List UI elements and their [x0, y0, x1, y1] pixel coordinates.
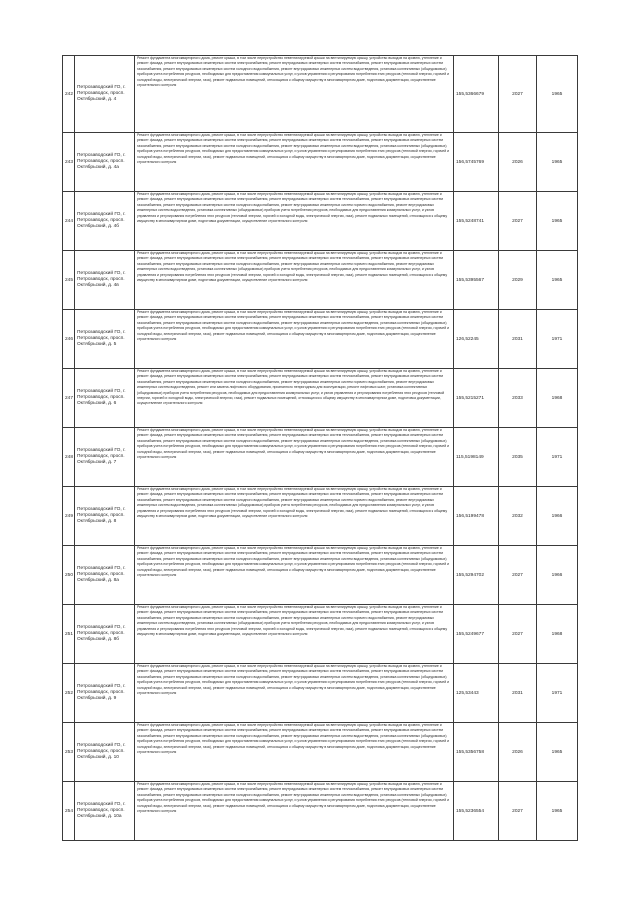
table-row: [63, 310, 578, 369]
address-line: Петрозаводск, просп.: [77, 158, 125, 164]
table-row: [63, 546, 578, 605]
address-line: Петрозаводск, просп.: [77, 748, 125, 754]
address-line: Петрозаводский ГО, г.: [77, 329, 126, 335]
table-row: [63, 723, 578, 782]
address-cell: [75, 369, 135, 428]
cost-value: 125,53443: [454, 664, 499, 723]
address-line: Петрозаводский ГО, г.: [77, 152, 126, 158]
build-year: 1966: [537, 546, 578, 605]
planned-year: 2026: [499, 723, 537, 782]
works-description: Ремонт фундамента многоквартирного дома, ремонт крыши, в том числе переустройство невентилируемой крыши на вентилируемую крышу, устройство выходов на кровлю, утепление и ремонт фасада, ремонт внутридомовых инженерных систем электроснабжения, ремонт внутридомовых инженерных систем теплоснабжения, ремонт внутридомовых инженерных систем газоснабжения, ремонт внутридомовых инженерных систем холодного водоснабжения, ремонт внутридомовых инженерных систем горячего водоснабжения, ремонт внутридомовых инженерных систем водоотведения, установка коллективных (общедомовых) приборов учета потребления ресурсов, необходимых для предоставления коммунальных услуг, и узлов управления и регулирования потребления этих ресурсов (тепловой энергии, горячей и холодной воды, электрической энергии, газа), ремонт подвальных помещений, относящихся к общему имуществу в многоквартирном доме, подготовка документации, осуществление строительного контроля: [135, 605, 454, 664]
address-line: Петрозаводский ГО, г.: [77, 84, 126, 90]
address-line: Петрозаводск, просп.: [77, 394, 125, 400]
row-number: 254: [63, 782, 75, 841]
cost-value: 155,5236554: [454, 782, 499, 841]
table-row: [63, 664, 578, 723]
address-cell: [75, 664, 135, 723]
works-description: Ремонт фундамента многоквартирного дома, ремонт крыши, в том числе переустройство невентилируемой крыши на вентилируемую крышу, устройство выходов на кровлю, утепление и ремонт фасада, ремонт внутридомовых инженерных систем электроснабжения, ремонт внутридомовых инженерных систем теплоснабжения, ремонт внутридомовых инженерных систем газоснабжения, ремонт внутридомовых инженерных систем холодного водоснабжения, ремонт внутридомовых инженерных систем горячего водоснабжения, ремонт внутридомовых инженерных систем водоотведения, ремонт или замена лифтового оборудования, признанного непригодным для эксплуатации, ремонт лифтовых шахт, установка коллективных (общедомовых) приборов учета потребления ресурсов, необходимых для предоставления коммунальных услуг, и узлов управления и регулирования потребления этих ресурсов (тепловой энергии, горячей и холодной воды, электрической энергии, газа), ремонт подвальных помещений, относящихся к общему имуществу в многоквартирном доме, подготовка документации, осуществление строительного контроля: [135, 369, 454, 428]
address-line: Октябрьский, д. 4а: [77, 165, 119, 171]
row-number: 250: [63, 546, 75, 605]
row-number: 253: [63, 723, 75, 782]
build-year: 1965: [537, 251, 578, 310]
address-cell: [75, 133, 135, 192]
address-line: Петрозаводск, просп.: [77, 571, 125, 577]
table-row: [63, 605, 578, 664]
row-number: 249: [63, 487, 75, 546]
row-number: 244: [63, 192, 75, 251]
cost-value: 155,5366679: [454, 56, 499, 133]
row-number: 251: [63, 605, 75, 664]
address-cell: [75, 192, 135, 251]
address-line: Петрозаводск, просп.: [77, 807, 125, 813]
planned-year: 2035: [499, 428, 537, 487]
address-cell: [75, 487, 135, 546]
address-line: Петрозаводск, просп.: [77, 90, 125, 96]
address-line: Петрозаводск, просп.: [77, 630, 125, 636]
build-year: 1965: [537, 192, 578, 251]
build-year: 1965: [537, 133, 578, 192]
address-line: Петрозаводский ГО, г.: [77, 683, 126, 689]
row-number: 246: [63, 310, 75, 369]
works-description: Ремонт фундамента многоквартирного дома, ремонт крыши, в том числе переустройство невентилируемой крыши на вентилируемую крышу, устройство выходов на кровлю, утепление и ремонт фасада, ремонт внутридомовых инженерных систем электроснабжения, ремонт внутридомовых инженерных систем теплоснабжения, ремонт внутридомовых инженерных систем газоснабжения, ремонт внутридомовых инженерных систем холодного водоснабжения, ремонт внутридомовых инженерных систем водоотведения, установка коллективных (общедомовых) приборов учета потребления ресурсов, необходимых для предоставления коммунальных услуг, и узлов управления и регулирования потребления этих ресурсов (тепловой энергии, горячей и холодной воды, электрической энергии, газа), ремонт подвальных помещений, относящихся к общему имуществу в многоквартирном доме, подготовка документации, осуществление строительного контроля: [135, 723, 454, 782]
planned-year: 2031: [499, 310, 537, 369]
address-line: Петрозаводск, просп.: [77, 276, 125, 282]
address-line: Октябрьский, д. 7: [77, 460, 117, 466]
cost-value: 156,5199478: [454, 487, 499, 546]
cost-value: 155,5249677: [454, 605, 499, 664]
table-row: [63, 369, 578, 428]
planned-year: 2027: [499, 782, 537, 841]
planned-year: 2033: [499, 369, 537, 428]
address-cell: [75, 56, 135, 133]
works-description: Ремонт фундамента многоквартирного дома, ремонт крыши, в том числе переустройство невентилируемой крыши на вентилируемую крышу, устройство выходов на кровлю, утепление и ремонт фасада, ремонт внутридомовых инженерных систем электроснабжения, ремонт внутридомовых инженерных систем теплоснабжения, ремонт внутридомовых инженерных систем газоснабжения, ремонт внутридомовых инженерных систем холодного водоснабжения, ремонт внутридомовых инженерных систем водоотведения, установка коллективных (общедомовых) приборов учета потребления ресурсов, необходимых для предоставления коммунальных услуг, и узлов управления и регулирования потребления этих ресурсов (тепловой энергии, горячей и холодной воды, электрической энергии, газа), ремонт подвальных помещений, относящихся к общему имуществу в многоквартирном доме, подготовка документации, осуществление строительного контроля: [135, 664, 454, 723]
planned-year: 2032: [499, 487, 537, 546]
works-description: Ремонт фундамента многоквартирного дома, ремонт крыши, в том числе переустройство невентилируемой крыши на вентилируемую крышу, устройство выходов на кровлю, утепление и ремонт фасада, ремонт внутридомовых инженерных систем электроснабжения, ремонт внутридомовых инженерных систем теплоснабжения, ремонт внутридомовых инженерных систем газоснабжения, ремонт внутридомовых инженерных систем холодного водоснабжения, ремонт внутридомовых инженерных систем водоотведения, установка коллективных (общедомовых) приборов учета потребления ресурсов, необходимых для предоставления коммунальных услуг, и узлов управления и регулирования потребления этих ресурсов (тепловой энергии, горячей и холодной воды, электрической энергии, газа), ремонт подвальных помещений, относящихся к общему имуществу в многоквартирном доме, подготовка документации, осуществление строительного контроля: [135, 310, 454, 369]
build-year: 1966: [537, 487, 578, 546]
row-number: 245: [63, 251, 75, 310]
address-cell: [75, 782, 135, 841]
planned-year: 2026: [499, 133, 537, 192]
address-line: Петрозаводский ГО, г.: [77, 624, 126, 630]
address-line: Октябрьский, д. 4: [77, 97, 117, 103]
cost-value: 155,5248741: [454, 192, 499, 251]
address-line: Октябрьский, д. 10а: [77, 814, 122, 820]
address-cell: [75, 546, 135, 605]
works-description: Ремонт фундамента многоквартирного дома, ремонт крыши, в том числе переустройство невентилируемой крыши на вентилируемую крышу, устройство выходов на кровлю, утепление и ремонт фасада, ремонт внутридомовых инженерных систем электроснабжения, ремонт внутридомовых инженерных систем теплоснабжения, ремонт внутридомовых инженерных систем газоснабжения, ремонт внутридомовых инженерных систем холодного водоснабжения, ремонт внутридомовых инженерных систем водоотведения, установка коллективных (общедомовых) приборов учета потребления ресурсов, необходимых для предоставления коммунальных услуг, и узлов управления и регулирования потребления этих ресурсов (тепловой энергии, горячей и холодной воды, электрической энергии, газа), ремонт подвальных помещений, относящихся к общему имуществу в многоквартирном доме, подготовка документации, осуществление строительного контроля: [135, 782, 454, 841]
build-year: 1965: [537, 782, 578, 841]
works-description: Ремонт фундамента многоквартирного дома, ремонт крыши, в том числе переустройство невентилируемой крыши на вентилируемую крышу, устройство выходов на кровлю, утепление и ремонт фасада, ремонт внутридомовых инженерных систем электроснабжения, ремонт внутридомовых инженерных систем теплоснабжения, ремонт внутридомовых инженерных систем газоснабжения, ремонт внутридомовых инженерных систем холодного водоснабжения, ремонт внутридомовых инженерных систем водоотведения, установка коллективных (общедомовых) приборов учета потребления ресурсов, необходимых для предоставления коммунальных услуг, и узлов управления и регулирования потребления этих ресурсов (тепловой энергии, горячей и холодной воды, электрической энергии, газа), ремонт подвальных помещений, относящихся к общему имуществу в многоквартирном доме, подготовка документации, осуществление строительного контроля: [135, 546, 454, 605]
table-row: [63, 428, 578, 487]
planned-year: 2029: [499, 251, 537, 310]
table-row: [63, 251, 578, 310]
works-description: Ремонт фундамента многоквартирного дома, ремонт крыши, в том числе переустройство невентилируемой крыши на вентилируемую крышу, устройство выходов на кровлю, утепление и ремонт фасада, ремонт внутридомовых инженерных систем электроснабжения, ремонт внутридомовых инженерных систем теплоснабжения, ремонт внутридомовых инженерных систем газоснабжения, ремонт внутридомовых инженерных систем холодного водоснабжения, ремонт внутридомовых инженерных систем горячего водоснабжения, ремонт внутридомовых инженерных систем водоотведения, установка коллективных (общедомовых) приборов учета потребления ресурсов, необходимых для предоставления коммунальных услуг, и узлов управления и регулирования потребления этих ресурсов (тепловой энергии, горячей и холодной воды, электрической энергии, газа), ремонт подвальных помещений, относящихся к общему имуществу в многоквартирном доме, подготовка документации, осуществление строительного контроля: [135, 251, 454, 310]
address-cell: [75, 428, 135, 487]
build-year: 1971: [537, 664, 578, 723]
address-line: Петрозаводский ГО, г.: [77, 447, 126, 453]
table-row: [63, 133, 578, 192]
address-line: Петрозаводский ГО, г.: [77, 211, 126, 217]
row-number: 242: [63, 56, 75, 133]
address-cell: [75, 251, 135, 310]
address-cell: [75, 310, 135, 369]
works-description: Ремонт фундамента многоквартирного дома, ремонт крыши, в том числе переустройство невентилируемой крыши на вентилируемую крышу, устройство выходов на кровлю, утепление и ремонт фасада, ремонт внутридомовых инженерных систем электроснабжения, ремонт внутридомовых инженерных систем теплоснабжения, ремонт внутридомовых инженерных систем газоснабжения, ремонт внутридомовых инженерных систем холодного водоснабжения, ремонт внутридомовых инженерных систем горячего водоснабжения, ремонт внутридомовых инженерных систем водоотведения, установка коллективных (общедомовых) приборов учета потребления ресурсов, необходимых для предоставления коммунальных услуг, и узлов управления и регулирования потребления этих ресурсов (тепловой энергии, горячей и холодной воды, электрической энергии, газа), ремонт подвальных помещений, относящихся к общему имуществу в многоквартирном доме, подготовка документации, осуществление строительного контроля: [135, 487, 454, 546]
works-description: Ремонт фундамента многоквартирного дома, ремонт крыши, в том числе переустройство невентилируемой крыши на вентилируемую крышу, устройство выходов на кровлю, утепление и ремонт фасада, ремонт внутридомовых инженерных систем электроснабжения, ремонт внутридомовых инженерных систем теплоснабжения, ремонт внутридомовых инженерных систем газоснабжения, ремонт внутридомовых инженерных систем холодного водоснабжения, ремонт внутридомовых инженерных систем водоотведения, установка коллективных (общедомовых) приборов учета потребления ресурсов, необходимых для предоставления коммунальных услуг, и узлов управления и регулирования потребления этих ресурсов (тепловой энергии, горячей и холодной воды, электрической энергии, газа), ремонт подвальных помещений, относящихся к общему имуществу в многоквартирном доме, подготовка документации, осуществление строительного контроля: [135, 56, 454, 133]
row-number: 247: [63, 369, 75, 428]
table-row: [63, 192, 578, 251]
address-cell: [75, 605, 135, 664]
address-line: Петрозаводский ГО, г.: [77, 742, 126, 748]
build-year: 1968: [537, 369, 578, 428]
works-description: Ремонт фундамента многоквартирного дома, ремонт крыши, в том числе переустройство невентилируемой крыши на вентилируемую крышу, устройство выходов на кровлю, утепление и ремонт фасада, ремонт внутридомовых инженерных систем электроснабжения, ремонт внутридомовых инженерных систем теплоснабжения, ремонт внутридомовых инженерных систем газоснабжения, ремонт внутридомовых инженерных систем холодного водоснабжения, ремонт внутридомовых инженерных систем горячего водоснабжения, ремонт внутридомовых инженерных систем водоотведения, установка коллективных (общедомовых) приборов учета потребления ресурсов, необходимых для предоставления коммунальных услуг, и узлов управления и регулирования потребления этих ресурсов (тепловой энергии, горячей и холодной воды, электрической энергии, газа), ремонт подвальных помещений, относящихся к общему имуществу в многоквартирном доме, подготовка документации, осуществление строительного контроля: [135, 192, 454, 251]
cost-value: 155,5215271: [454, 369, 499, 428]
cost-value: 155,5356758: [454, 723, 499, 782]
address-line: Октябрьский, д. 4б: [77, 224, 119, 230]
address-line: Октябрьский, д. 10: [77, 755, 119, 761]
planned-year: 2027: [499, 192, 537, 251]
table-row: [63, 487, 578, 546]
build-year: 1971: [537, 310, 578, 369]
address-line: Октябрьский, д. 8: [77, 519, 117, 525]
cost-value: 115,5198149: [454, 428, 499, 487]
works-description: Ремонт фундамента многоквартирного дома, ремонт крыши, в том числе переустройство невентилируемой крыши на вентилируемую крышу, устройство выходов на кровлю, утепление и ремонт фасада, ремонт внутридомовых инженерных систем электроснабжения, ремонт внутридомовых инженерных систем теплоснабжения, ремонт внутридомовых инженерных систем газоснабжения, ремонт внутридомовых инженерных систем холодного водоснабжения, ремонт внутридомовых инженерных систем водоотведения, установка коллективных (общедомовых) приборов учета потребления ресурсов, необходимых для предоставления коммунальных услуг, и узлов управления и регулирования потребления этих ресурсов (тепловой энергии, горячей и холодной воды, электрической энергии, газа), ремонт подвальных помещений, относящихся к общему имуществу в многоквартирном доме, подготовка документации, осуществление строительного контроля: [135, 133, 454, 192]
address-line: Петрозаводск, просп.: [77, 453, 125, 459]
table-row: [63, 782, 578, 841]
planned-year: 2027: [499, 56, 537, 133]
works-description: Ремонт фундамента многоквартирного дома, ремонт крыши, в том числе переустройство невентилируемой крыши на вентилируемую крышу, устройство выходов на кровлю, утепление и ремонт фасада, ремонт внутридомовых инженерных систем электроснабжения, ремонт внутридомовых инженерных систем теплоснабжения, ремонт внутридомовых инженерных систем газоснабжения, ремонт внутридомовых инженерных систем холодного водоснабжения, ремонт внутридомовых инженерных систем водоотведения, установка коллективных (общедомовых) приборов учета потребления ресурсов, необходимых для предоставления коммунальных услуг, и узлов управления и регулирования потребления этих ресурсов (тепловой энергии, горячей и холодной воды, электрической энергии, газа), ремонт подвальных помещений, относящихся к общему имуществу в многоквартирном доме, подготовка документации, осуществление строительного контроля: [135, 428, 454, 487]
address-line: Петрозаводский ГО, г.: [77, 565, 126, 571]
planned-year: 2031: [499, 664, 537, 723]
address-line: Петрозаводск, просп.: [77, 689, 125, 695]
row-number: 252: [63, 664, 75, 723]
address-line: Октябрьский, д. 8а: [77, 578, 119, 584]
planned-year: 2027: [499, 605, 537, 664]
address-line: Петрозаводский ГО, г.: [77, 270, 126, 276]
address-cell: [75, 723, 135, 782]
cost-value: 126,52245: [454, 310, 499, 369]
table-row: [63, 56, 578, 133]
cost-value: 155,5294702: [454, 546, 499, 605]
address-line: Петрозаводский ГО, г.: [77, 388, 126, 394]
address-line: Петрозаводск, просп.: [77, 217, 125, 223]
address-line: Петрозаводск, просп.: [77, 512, 125, 518]
table-body: [63, 56, 578, 841]
address-line: Петрозаводск, просп.: [77, 335, 125, 341]
build-year: 1968: [537, 605, 578, 664]
cost-value: 155,5395567: [454, 251, 499, 310]
address-line: Петрозаводский ГО, г.: [77, 801, 126, 807]
build-year: 1965: [537, 723, 578, 782]
address-line: Октябрьский, д. 9: [77, 696, 117, 702]
row-number: 248: [63, 428, 75, 487]
planned-year: 2027: [499, 546, 537, 605]
row-number: 243: [63, 133, 75, 192]
address-line: Октябрьский, д. 8б: [77, 637, 119, 643]
address-line: Октябрьский, д. 6: [77, 401, 117, 407]
capital-repair-table: [62, 55, 578, 841]
address-line: Октябрьский, д. 5: [77, 342, 117, 348]
address-line: Октябрьский, д. 4в: [77, 283, 119, 289]
build-year: 1965: [537, 56, 578, 133]
build-year: 1971: [537, 428, 578, 487]
cost-value: 156,5745769: [454, 133, 499, 192]
address-line: Петрозаводский ГО, г.: [77, 506, 126, 512]
